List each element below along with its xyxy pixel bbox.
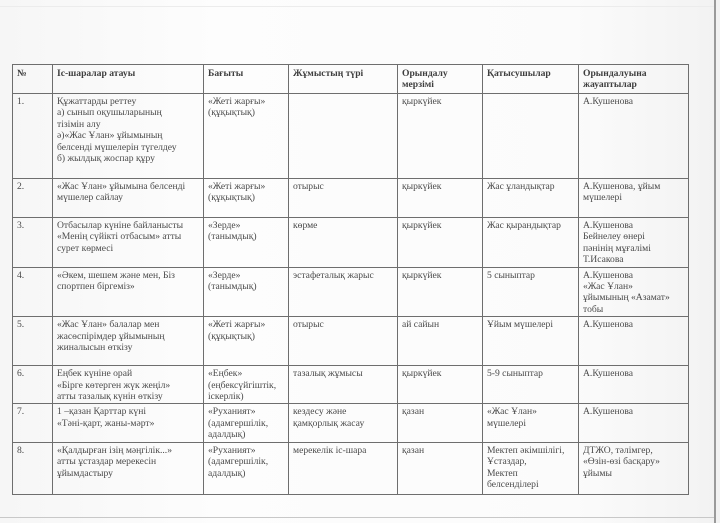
cell-text-line: «Жеті жарғы» [208, 96, 266, 107]
cell-text-line: Отбасылар күніне байланысты [57, 220, 184, 231]
cell-number [13, 218, 53, 268]
cell-deadline [398, 366, 483, 404]
cell-participants [483, 218, 579, 268]
cell-text-line: «Жас Ұлан» [583, 281, 633, 293]
cell-text-line: «Жеті жарғы» [208, 319, 266, 331]
cell-text-line: № [17, 68, 27, 79]
cell-event-name [53, 94, 204, 179]
cell-work-type [289, 366, 398, 404]
cell-text-line: Орындалу [402, 68, 448, 79]
cell-work-type [289, 179, 398, 218]
cell-text-line: эстафеталық жарыс [293, 269, 374, 281]
cell-text-line: 7. [17, 406, 25, 418]
cell-text-line: «Менің сүйікті отбасым» атты [57, 231, 182, 243]
cell-text-line: (адамгершілік, [208, 456, 269, 468]
cell-participants [483, 179, 579, 218]
cell-work-type [289, 442, 398, 494]
cell-deadline [398, 442, 483, 494]
cell-text-line: мүшелері [487, 417, 527, 429]
cell-responsible [579, 179, 689, 218]
cell-text-line: ДТЖО, тәлімгер, [583, 444, 653, 456]
table-row [13, 94, 689, 179]
cell-text-line: А.Кушенова [583, 406, 634, 418]
cell-text-line: А.Кушенова, ұйым [583, 181, 661, 192]
cell-direction [204, 442, 289, 494]
cell-text-line: Ұстаздар, [487, 456, 527, 468]
cell-text-line: а) сынып оқушыларының [57, 107, 162, 119]
cell-text-line: адалдық) [208, 429, 246, 441]
cell-participants [483, 317, 579, 366]
scan-edge-bottom [0, 517, 714, 518]
cell-direction [204, 267, 289, 317]
cell-text-line: мерзімі [402, 79, 434, 91]
cell-text-line: атты тазалық күнін өткізу [57, 391, 163, 403]
header-work-type [289, 65, 398, 94]
cell-responsible [579, 94, 689, 179]
scan-edge-top [0, 6, 714, 7]
cell-number [13, 317, 53, 366]
cell-text-line: көрме [293, 220, 318, 231]
cell-text-line: қазан [402, 444, 425, 456]
cell-text-line: атты ұстаздар мерекесін [57, 456, 157, 468]
cell-text-line: ұйымдастыру [57, 467, 113, 479]
cell-text-line: тазалық жұмысы [293, 368, 363, 380]
cell-event-name [53, 179, 204, 218]
cell-text-line: 6. [17, 368, 25, 380]
cell-text-line: Орындалуына [583, 68, 647, 79]
cell-number [13, 366, 53, 404]
cell-text-line: Іс-шаралар атауы [57, 68, 136, 79]
cell-text-line: 1. [17, 96, 25, 107]
cell-responsible [579, 366, 689, 404]
cell-participants [483, 267, 579, 317]
cell-text-line: жауаптылар [583, 79, 637, 91]
event-plan-table [12, 64, 689, 495]
cell-work-type [289, 94, 398, 179]
header-direction [204, 65, 289, 94]
cell-text-line: Ұйым мүшелері [487, 319, 553, 331]
cell-deadline [398, 317, 483, 366]
cell-text-line: мерекелік іс-шара [293, 444, 367, 456]
table-row [13, 267, 689, 317]
cell-text-line: Жас ұландықтар [487, 181, 555, 192]
cell-direction [204, 94, 289, 179]
cell-text-line: 3. [17, 220, 25, 231]
cell-text-line: А.Кушенова [583, 220, 634, 231]
cell-text-line: (құқықтық) [208, 192, 255, 204]
table-row [13, 179, 689, 218]
cell-text-line: қыркүйек [402, 96, 442, 107]
scan-edge-right [714, 0, 716, 523]
cell-text-line: А.Кушенова [583, 368, 634, 380]
cell-work-type [289, 404, 398, 442]
cell-text-line: 5. [17, 319, 25, 331]
cell-deadline [398, 179, 483, 218]
cell-text-line: (танымдық) [208, 231, 257, 243]
table-row [13, 404, 689, 442]
header-responsible [579, 65, 689, 94]
cell-deadline [398, 218, 483, 268]
cell-text-line: Жұмыстың түрі [293, 68, 364, 79]
cell-text-line: (адамгершілік, [208, 417, 269, 429]
cell-text-line: 2. [17, 181, 25, 192]
cell-text-line: ұйымы [583, 467, 612, 479]
cell-text-line: А.Кушенова [583, 319, 634, 331]
cell-text-line: Құжаттарды реттеу [57, 96, 137, 107]
cell-text-line: қамқорлық жасау [293, 417, 365, 429]
cell-text-line: кездесу және [293, 406, 347, 418]
cell-responsible [579, 404, 689, 442]
cell-text-line: Бағыты [208, 68, 244, 79]
cell-direction [204, 218, 289, 268]
cell-text-line: сурет көрмесі [57, 242, 114, 254]
cell-text-line: қыркүйек [402, 269, 442, 281]
cell-text-line: «Жас Ұлан» балалар мен [57, 319, 160, 331]
cell-text-line: «Руханият» [208, 406, 256, 418]
cell-direction [204, 179, 289, 218]
cell-direction [204, 366, 289, 404]
cell-text-line: (құқықтық) [208, 107, 255, 119]
header-participants [483, 65, 579, 94]
header-number [13, 65, 53, 94]
cell-deadline [398, 404, 483, 442]
table-header-row [13, 65, 689, 94]
cell-event-name [53, 404, 204, 442]
cell-text-line: қыркүйек [402, 368, 442, 380]
cell-text-line: мүшелер сайлау [57, 192, 123, 204]
cell-text-line: отырыс [293, 319, 324, 331]
cell-text-line: (еңбексүйгіштік, [208, 379, 277, 391]
cell-direction [204, 404, 289, 442]
cell-text-line: «Руханият» [208, 444, 256, 456]
cell-text-line: А.Кушенова [583, 269, 634, 281]
cell-text-line: Мектеп [487, 467, 518, 479]
cell-text-line: Бейнелеу өнері [583, 231, 645, 243]
cell-participants [483, 94, 579, 179]
cell-text-line: белсенді мүшелерін түгелдеу [57, 141, 177, 153]
cell-text-line: ай сайын [402, 319, 440, 331]
cell-text-line: 5-9 сыныптар [487, 368, 543, 380]
cell-text-line: жиналысын өткізу [57, 342, 133, 354]
cell-responsible [579, 218, 689, 268]
cell-number [13, 404, 53, 442]
cell-text-line: Жас қырандықтар [487, 220, 561, 231]
cell-text-line: (танымдық) [208, 281, 257, 293]
cell-text-line: 1 –қазан Қарттар күні [57, 406, 147, 418]
table-row [13, 442, 689, 494]
cell-number [13, 94, 53, 179]
cell-text-line: қазан [402, 406, 425, 418]
cell-responsible [579, 317, 689, 366]
cell-event-name [53, 267, 204, 317]
table-row [13, 317, 689, 366]
cell-text-line: «Жас Ұлан» [487, 406, 537, 418]
table-row [13, 218, 689, 268]
cell-number [13, 442, 53, 494]
cell-text-line: тобы [583, 303, 604, 315]
cell-deadline [398, 267, 483, 317]
cell-text-line: 4. [17, 269, 25, 281]
cell-text-line: ұйымының «Азамат» [583, 292, 670, 304]
cell-event-name [53, 442, 204, 494]
cell-text-line: б) жылдық жоспар құру [57, 153, 155, 165]
cell-direction [204, 317, 289, 366]
cell-text-line: «Бірге көтерген жүк жеңіл» [57, 379, 171, 391]
cell-text-line: «Өзін-өзі басқару» [583, 456, 660, 468]
cell-text-line: «Зерде» [208, 220, 241, 231]
cell-deadline [398, 94, 483, 179]
cell-text-line: «Әкем, шешем және мен, Біз [57, 269, 175, 281]
cell-text-line: «Қалдырған ізің мәңгілік...» [57, 444, 172, 456]
cell-text-line: «Еңбек» [208, 368, 243, 380]
cell-text-line: 5 сыныптар [487, 269, 535, 281]
cell-number [13, 267, 53, 317]
cell-participants [483, 366, 579, 404]
table-row [13, 366, 689, 404]
cell-text-line: Қатысушылар [487, 68, 551, 79]
cell-text-line: қыркүйек [402, 181, 442, 192]
cell-text-line: қыркүйек [402, 220, 442, 231]
cell-text-line: «Зерде» [208, 269, 241, 281]
cell-participants [483, 442, 579, 494]
header-event-name [53, 65, 204, 94]
cell-event-name [53, 218, 204, 268]
cell-text-line: Т.Исакова [583, 254, 624, 266]
cell-text-line: пәнінің мұғалімі [583, 242, 651, 254]
cell-text-line: «Тәні-қарт, жаны-мәрт» [57, 417, 155, 429]
cell-event-name [53, 317, 204, 366]
cell-text-line: тізімін алу [57, 118, 101, 130]
cell-text-line: А.Кушенова [583, 96, 634, 107]
cell-work-type [289, 218, 398, 268]
cell-text-line: отырыс [293, 181, 324, 192]
cell-text-line: адалдық) [208, 467, 246, 479]
cell-participants [483, 404, 579, 442]
cell-responsible [579, 442, 689, 494]
cell-text-line: Мектеп әкімшілігі, [487, 444, 565, 456]
cell-text-line: спортпен біргеміз» [57, 281, 135, 293]
cell-text-line: «Жас Ұлан» ұйымына белсенді [57, 181, 186, 192]
cell-text-line: мүшелері [583, 192, 623, 204]
cell-text-line: белсенділері [487, 478, 539, 490]
cell-text-line: ә)«Жас Ұлан» ұйымының [57, 130, 163, 142]
cell-text-line: Еңбек күніне орай [57, 368, 133, 380]
table-body [13, 94, 689, 495]
cell-text-line: 8. [17, 444, 25, 456]
cell-event-name [53, 366, 204, 404]
header-deadline [398, 65, 483, 94]
cell-number [13, 179, 53, 218]
cell-text-line: «Жеті жарғы» [208, 181, 266, 192]
cell-text-line: (құқықтық) [208, 330, 255, 342]
cell-work-type [289, 317, 398, 366]
cell-text-line: жасөспірімдер ұйымының [57, 330, 165, 342]
cell-responsible [579, 267, 689, 317]
cell-text-line: іскерлік) [208, 391, 244, 403]
cell-work-type [289, 267, 398, 317]
